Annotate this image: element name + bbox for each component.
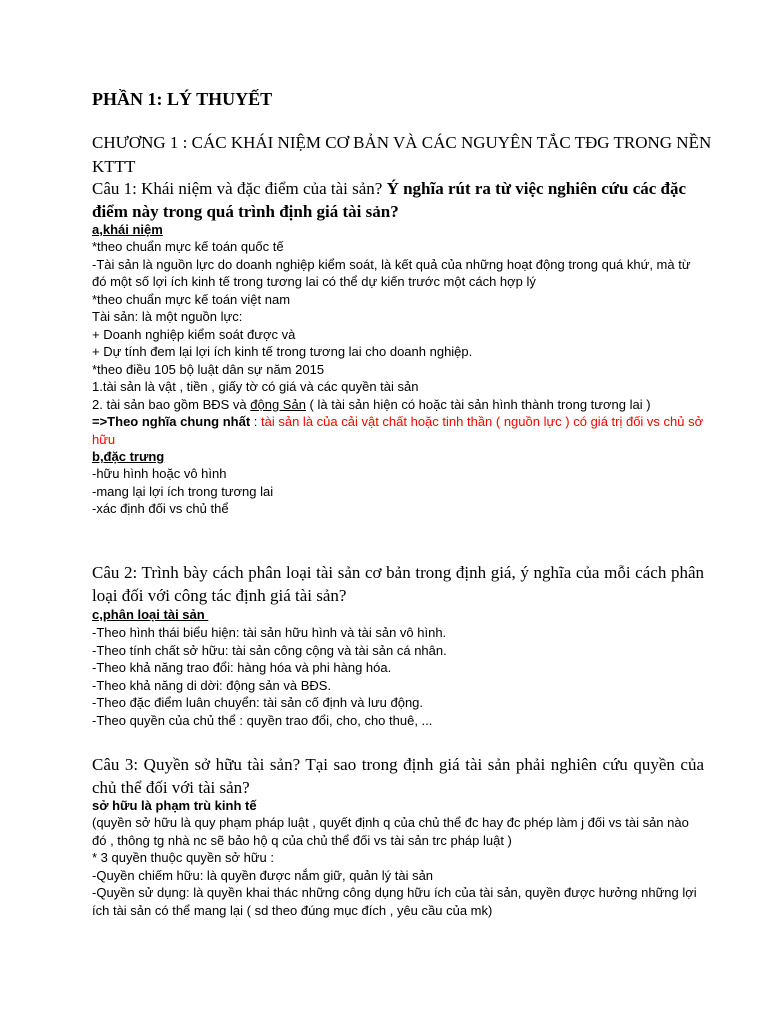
separator: : — [250, 414, 262, 429]
text-line: -Theo đặc điểm luân chuyển: tài sản cố định và lưu động. — [92, 695, 424, 710]
question-1-bold: Ý nghĩa rút ra từ việc nghiên cứu các đặc điểm này trong quá trình định giá tài sản? — [92, 179, 687, 221]
item-2-text: 2. tài sản bao gồm BĐS và — [92, 396, 251, 412]
ownership-paragraph: (quyền sở hữu là quy phạm pháp luật , quyết định q của chủ thể đc hay đc phép làm j đối vs tài sản nào đó , thông tg nhà nc sẽ bảo hộ q của chủ thể đối vs tài sản trc pháp luật ) — [92, 815, 689, 848]
question-1 — [92, 177, 704, 223]
text-line: -Theo tính chất sở hữu: tài sản công cộng và tài sản cá nhân. — [92, 642, 447, 658]
text-line: Tài sản: là một nguồn lực: — [92, 309, 243, 324]
section-a-body — [92, 238, 704, 518]
ownership-heading: sở hữu là phạm trù kinh tế — [92, 798, 257, 813]
question-3: Câu 3: Quyền sở hữu tài sản? Tại sao trong định giá tài sản phải nghiên cứu quyền của chủ thể đối với tài sản? — [92, 755, 704, 797]
section-b-heading: b,đặc trưng — [92, 449, 165, 464]
text-line: + Doanh nghiệp kiểm soát được và — [92, 326, 296, 342]
text-line: -Theo khả năng di dời: động sản và BĐS. — [92, 677, 332, 693]
item-2-text-end: ( là tài sản hiện có hoặc tài sản hình thành trong tương lai ) — [305, 396, 651, 412]
section-a-heading: a,khái niệm — [92, 222, 163, 237]
text-line: -Theo quyền của chủ thể : quyền trao đổi, cho, cho thuê, ... — [92, 712, 433, 728]
text-line: *theo điều 105 bộ luật dân sự năm 2015 — [92, 361, 325, 377]
general-definition-red: tài sản là của cải vật chất hoặc tinh thần ( nguồn lực ) có giá trị đối vs chủ sở hữu — [92, 414, 704, 447]
section-c-heading: c,phân loại tài sản — [92, 607, 209, 622]
text-line: -Theo hình thái biểu hiện: tài sản hữu hình và tài sản vô hình. — [92, 625, 447, 640]
general-definition — [92, 413, 704, 448]
text-line: -Theo khả năng trao đổi: hàng hóa và phi hàng hóa. — [92, 660, 392, 675]
general-definition-label: =>Theo nghĩa chung nhất — [92, 414, 251, 429]
question-1-prefix: Câu 1: Khái niệm và đặc điểm của tài sản? — [92, 179, 387, 198]
text-line: -xác định đối vs chủ thể — [92, 501, 229, 516]
text-line: -mang lại lợi ích trong tương lai — [92, 483, 274, 499]
text-line: * 3 quyền thuộc quyền sở hữu : — [92, 850, 275, 865]
classification-list — [92, 624, 704, 729]
text-line: *theo chuẩn mực kế toán quốc tế — [92, 239, 284, 254]
text-line: -Quyền chiếm hữu: là quyền được nắm giữ, quản lý tài sản — [92, 867, 434, 883]
usage-right-paragraph: -Quyền sử dụng: là quyền khai thác những công dụng hữu ích của tài sản, quyền được hưởng những lợi ích tài sản có thể mang lại ( sd theo đúng mục đích , yêu cầu của mk) — [92, 885, 697, 918]
paragraph-asset-definition: -Tài sản là nguồn lực do doanh nghiệp kiểm soát, là kết quả của những hoạt động trong quá khứ, mà từ đó một số lợi ích kinh tế trong tương lai có thể dự kiến trước một cách hợp lý — [92, 256, 691, 289]
text-line: 1.tài sản là vật , tiền , giấy tờ có giá và các quyền tài sản — [92, 379, 419, 394]
text-line: -hữu hình hoặc vô hình — [92, 466, 227, 481]
item-2-paragraph — [92, 396, 704, 414]
part-title: PHẦN 1: LÝ THUYẾT — [92, 89, 273, 109]
text-line: *theo chuẩn mực kế toán việt nam — [92, 291, 291, 307]
text-line: + Dự tính đem lại lợi ích kinh tế trong tương lai cho doanh nghiệp. — [92, 344, 473, 359]
item-2-underlined: động Sản — [250, 396, 306, 412]
chapter-title: CHƯƠNG 1 : CÁC KHÁI NIỆM CƠ BẢN VÀ CÁC NGUYÊN TẮC TĐG TRONG NỀN KTTT — [92, 133, 712, 176]
question-2: Câu 2: Trình bày cách phân loại tài sản cơ bản trong định giá, ý nghĩa của mỗi cách phân loại đối với công tác định giá tài sản? — [92, 563, 704, 605]
ownership-body — [92, 814, 704, 919]
